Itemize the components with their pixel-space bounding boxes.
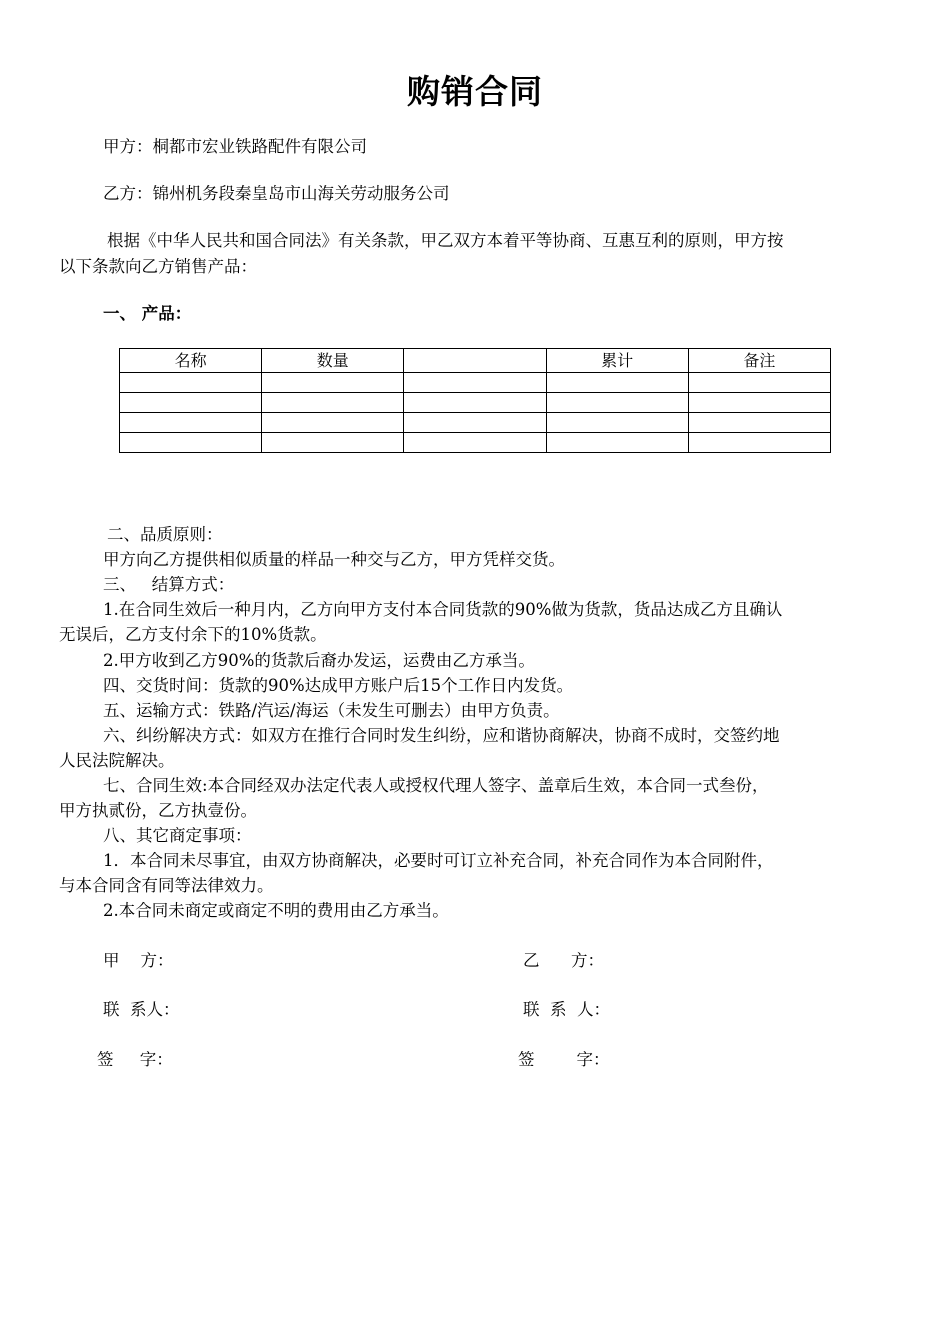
table-cell: [688, 393, 830, 413]
table-cell: [262, 413, 404, 433]
other-clause-1b: 与本合同含有同等法律效力。: [59, 876, 274, 895]
table-cell: [404, 393, 546, 413]
table-row: [120, 433, 831, 453]
table-cell: [262, 373, 404, 393]
section-other-heading: 八、其它商定事项：: [103, 826, 252, 845]
signature-contact-b-label: 联 系 人：: [523, 1000, 610, 1019]
payment-clause-1a: 1.在合同生效后一种月内，乙方向甲方支付本合同货款的90%做为货款，货品达成乙方且确认: [103, 600, 783, 619]
party-a-line: 甲方：桐都市宏业铁路配件有限公司: [103, 137, 367, 156]
table-cell: [404, 373, 546, 393]
table-row: [120, 373, 831, 393]
section-payment-heading: 三、 结算方式：: [103, 575, 235, 594]
header-blank: [404, 349, 546, 373]
header-quantity: 数量: [262, 349, 404, 373]
payment-clause-2: 2.甲方收到乙方90%的货款后裔办发运，运费由乙方承当。: [103, 651, 535, 670]
section-dispute-b: 人民法院解决。: [59, 751, 175, 770]
header-total: 累计: [546, 349, 688, 373]
table-cell: [120, 413, 262, 433]
section-delivery-time: 四、交货时间：货款的90%达成甲方账户后15个工作日内发货。: [103, 676, 574, 695]
section-effect-a: 七、合同生效:本合同经双办法定代表人或授权代理人签字、盖章后生效，本合同一式叁份，: [103, 776, 769, 795]
payment-clause-1b: 无误后，乙方支付余下的10%货款。: [59, 625, 327, 644]
table-cell: [546, 393, 688, 413]
table-cell: [404, 433, 546, 453]
signature-party-a-label: 甲 方：: [103, 951, 174, 970]
table-cell: [546, 433, 688, 453]
table-cell: [262, 393, 404, 413]
section-dispute-a: 六、纠纷解决方式：如双方在推行合同时发生纠纷，应和谐协商解决，协商不成时，交签约地: [103, 726, 780, 745]
table-row: [120, 413, 831, 433]
section-products-heading: 一、 产品：: [103, 304, 192, 323]
table-cell: [688, 373, 830, 393]
signature-party-b-label: 乙 方：: [523, 951, 604, 970]
table-cell: [688, 433, 830, 453]
table-cell: [546, 413, 688, 433]
table-cell: [120, 433, 262, 453]
other-clause-2: 2.本合同未商定或商定不明的费用由乙方承当。: [103, 901, 449, 920]
table-cell: [404, 413, 546, 433]
products-table: [119, 348, 831, 453]
header-name: 名称: [120, 349, 262, 373]
intro-line-2: 以下条款向乙方销售产品：: [59, 257, 257, 276]
table-cell: [120, 393, 262, 413]
section-quality-heading: 二、品质原则：: [107, 525, 223, 544]
other-clause-1a: 1．本合同未尽事宜，由双方协商解决，必要时可订立补充合同，补充合同作为本合同附件，: [103, 851, 774, 870]
section-transport: 五、运输方式：铁路/汽运/海运（未发生可删去）由甲方负责。: [103, 701, 560, 720]
table-header-row: [120, 349, 831, 373]
header-remarks: 备注: [688, 349, 830, 373]
party-b-line: 乙方：锦州机务段秦皇岛市山海关劳动服务公司: [103, 184, 450, 203]
signature-contact-a-label: 联 系人：: [103, 1000, 180, 1019]
table-row: [120, 393, 831, 413]
section-quality-text: 甲方向乙方提供相似质量的样品一种交与乙方，甲方凭样交货。: [103, 550, 565, 569]
table-cell: [262, 433, 404, 453]
table-cell: [120, 373, 262, 393]
intro-line-1: 根据《中华人民共和国合同法》有关条款，甲乙双方本着平等协商、互惠互利的原则，甲方按: [107, 231, 784, 250]
document-title: 购销合同: [407, 72, 543, 111]
table-cell: [688, 413, 830, 433]
signature-sign-b-label: 签 字：: [518, 1050, 610, 1069]
section-effect-b: 甲方执贰份，乙方执壹份。: [59, 801, 257, 820]
signature-sign-a-label: 签 字：: [97, 1050, 173, 1069]
table-cell: [546, 373, 688, 393]
